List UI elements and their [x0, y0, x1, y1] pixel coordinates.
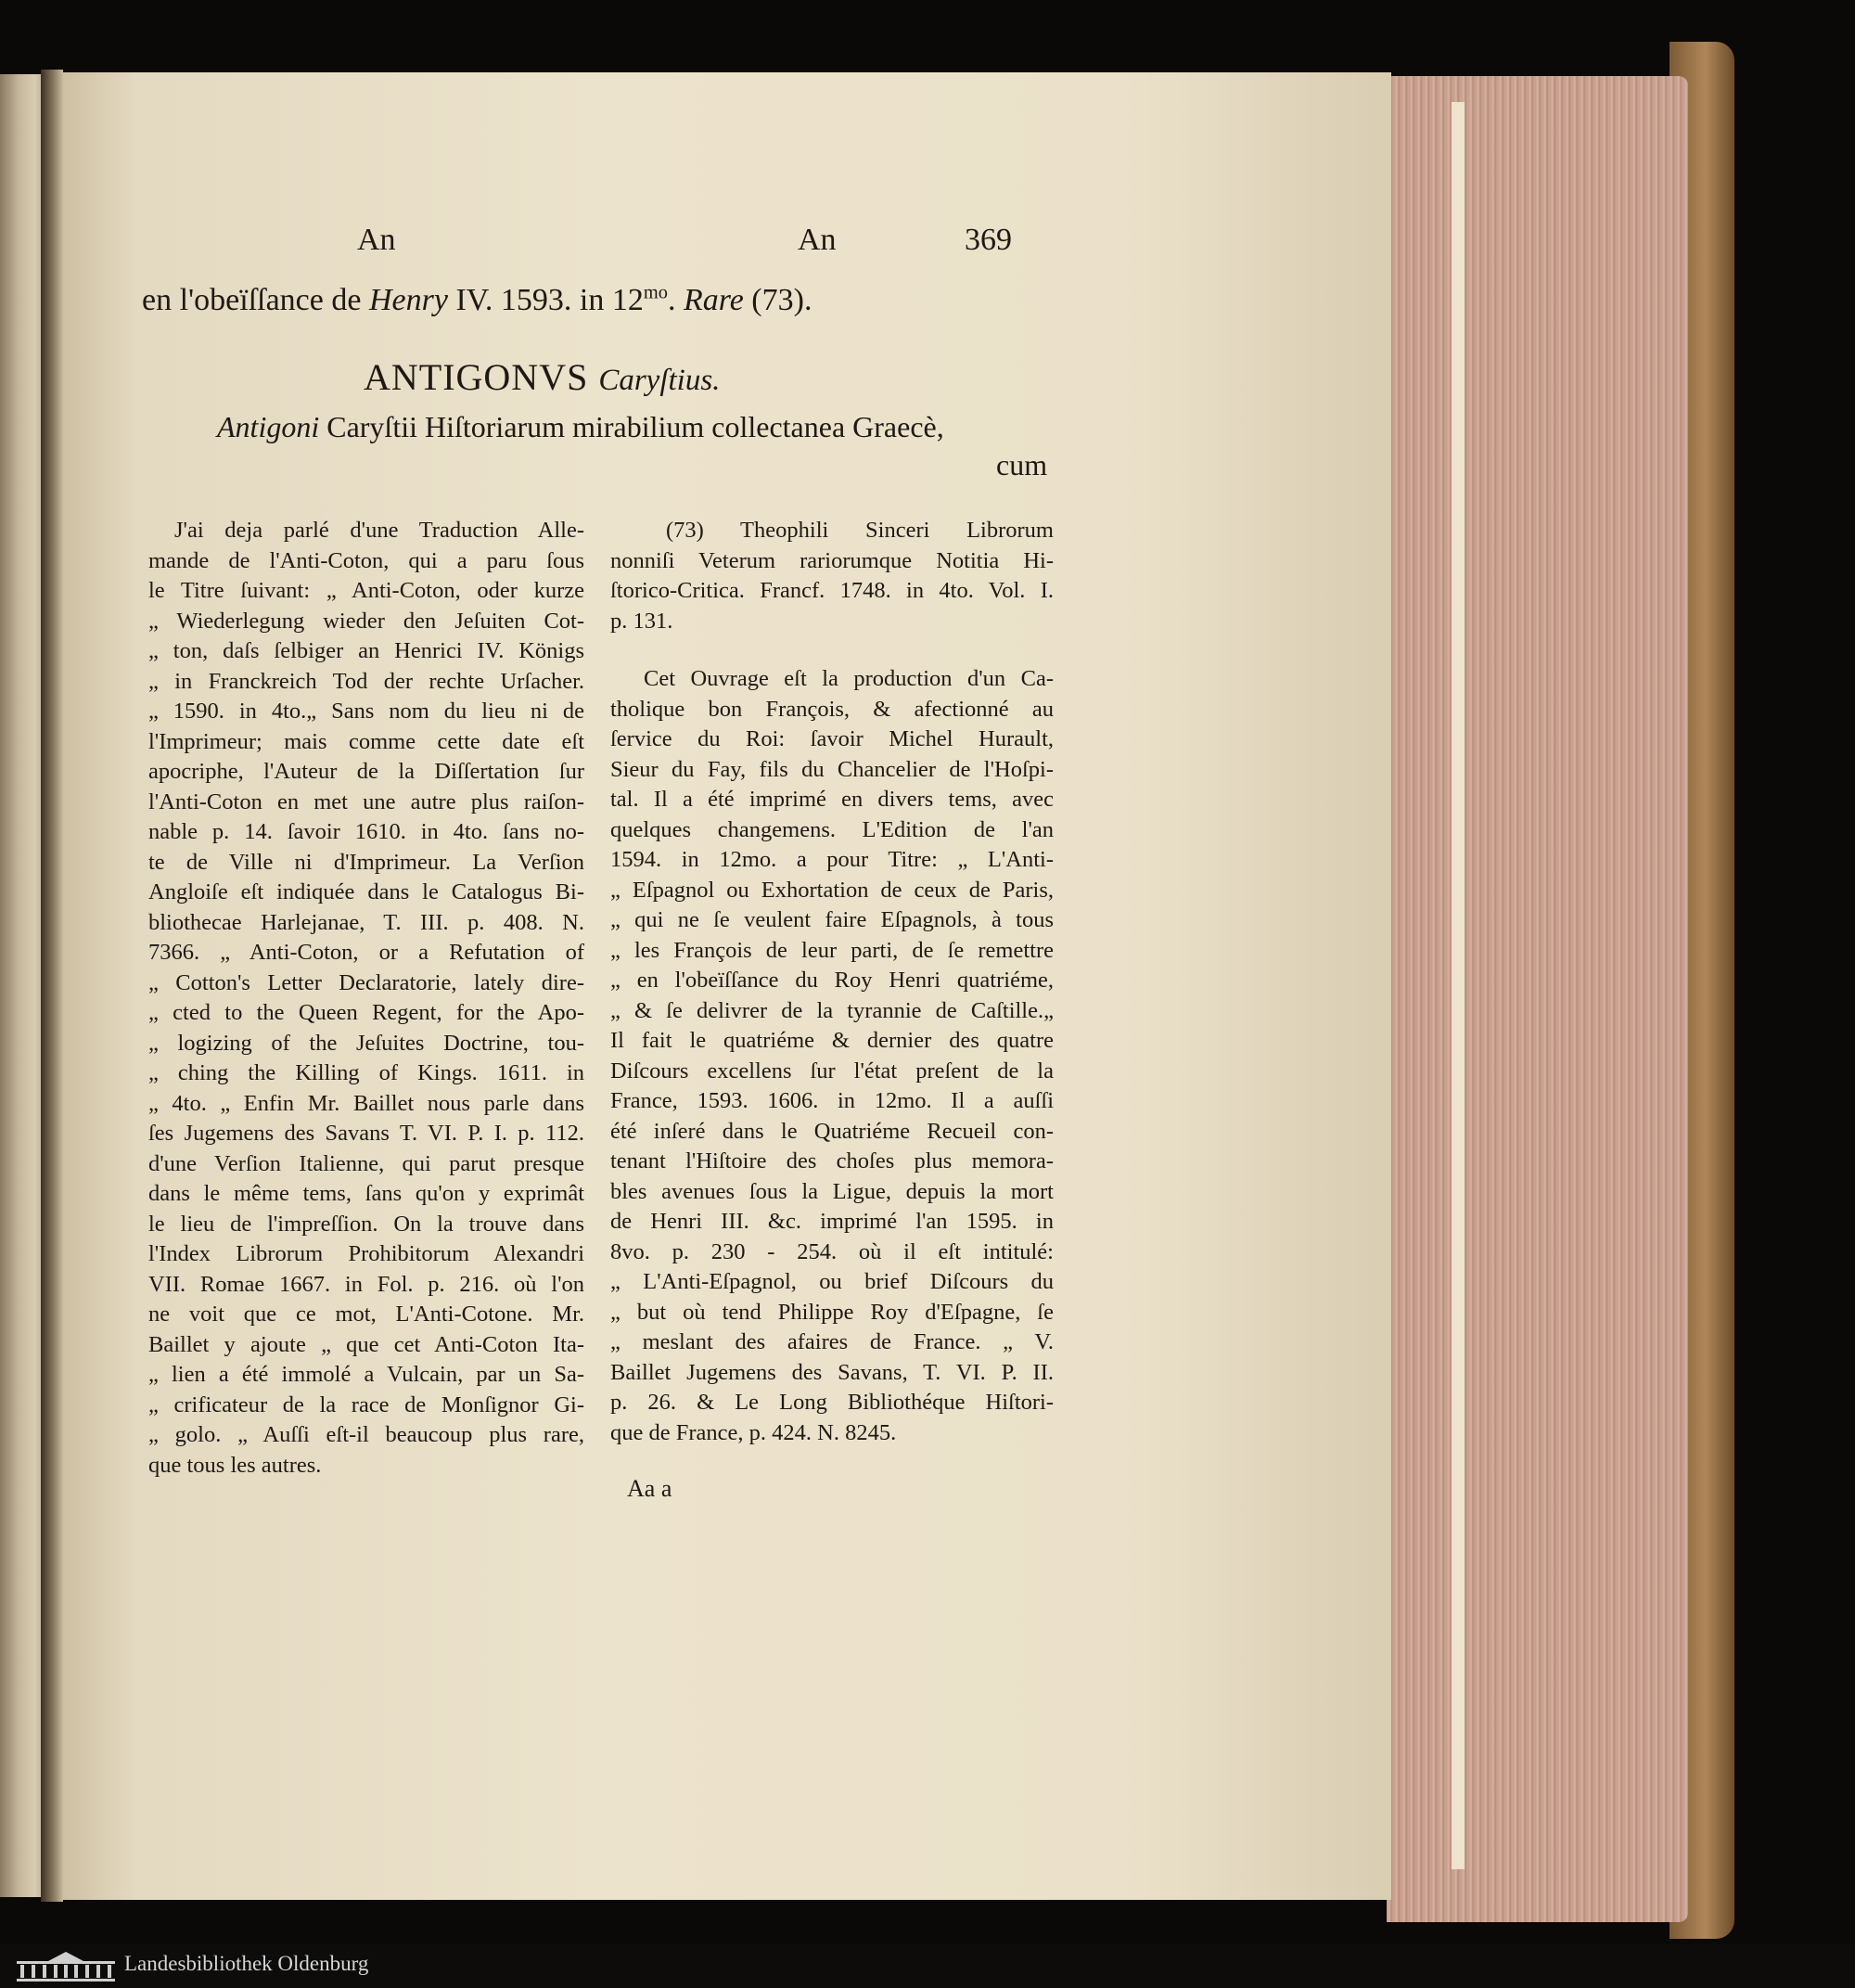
text-line: 1594. in 12mo. a pour Titre: „ L'Anti- — [610, 847, 1054, 872]
entry-subtitle — [217, 410, 944, 444]
text-line: l'Index Librorum Prohibitorum Alexandri — [148, 1241, 584, 1266]
text-line: Diſcours excellens ſur l'état preſent de la — [610, 1058, 1054, 1084]
signature-mark: Aa a — [627, 1475, 672, 1502]
continued-title-rare: Rare — [683, 283, 744, 317]
text-line: le lieu de l'impreſſion. On la trouve dans — [148, 1211, 584, 1237]
footnote-line: (73) Theophili Sinceri Librorum — [666, 518, 1054, 543]
text-line: l'Anti-Coton en met une autre plus raiſon- — [148, 789, 584, 814]
text-line: le Titre ſuivant: „ Anti-Coton, oder kurze — [148, 578, 584, 603]
text-line: tal. Il a été imprimé en divers tems, avec — [610, 787, 1054, 812]
continued-title-part: IV. 1593. in 12 — [447, 283, 644, 317]
text-line: bliothecae Harlejanae, T. III. p. 408. N. — [148, 909, 584, 935]
entry-subtitle-text: Caryſtii Hiſtoriarum mirabilium collectanea Graecè, — [319, 410, 944, 443]
text-line: „ L'Anti-Eſpagnol, ou brief Diſcours du — [610, 1269, 1054, 1294]
text-line: Angloiſe eſt indiquée dans le Catalogus Bi- — [148, 879, 584, 904]
footer-bar — [0, 1944, 1855, 1988]
text-line: ne voit que ce mot, L'Anti-Cotone. Mr. — [148, 1302, 584, 1327]
text-line: Baillet Jugemens des Savans, T. VI. P. II. — [610, 1359, 1054, 1385]
text-line: été inſeré dans le Quatriéme Recueil con- — [610, 1118, 1054, 1144]
text-line: Sieur du Fay, fils du Chancelier de l'Hoſpi- — [610, 756, 1054, 782]
running-head-center: An — [798, 223, 837, 257]
text-line: te de Ville ni d'Imprimeur. La Verſion — [148, 849, 584, 875]
page-edge-highlight — [1452, 102, 1465, 1869]
text-line: „ meslant des afaires de France. „ V. — [610, 1329, 1054, 1354]
text-line: „ logizing of the Jeſuites Doctrine, tou- — [148, 1030, 584, 1056]
text-line: d'une Verſion Italienne, qui parut presque — [148, 1150, 584, 1176]
entry-title-epithet: Caryſtius. — [598, 364, 721, 397]
text-line: apocriphe, l'Auteur de la Diſſertation ſur — [148, 759, 584, 784]
text-line: 8vo. p. 230 - 254. où il eſt intitulé: — [610, 1238, 1054, 1264]
text-line: VII. Romae 1667. in Fol. p. 216. où l'on — [148, 1271, 584, 1297]
continued-title-name: Henry — [368, 283, 448, 317]
book-gutter — [41, 70, 63, 1902]
text-line: J'ai deja parlé d'une Traduction Alle- — [174, 518, 584, 543]
text-line: mande de l'Anti-Coton, qui a paru ſous — [148, 547, 584, 573]
text-line: „ golo. „ Auſſi eſt-il beaucoup plus rare, — [148, 1422, 584, 1447]
continued-title-line — [142, 283, 812, 318]
footnote-line: ſtorico-Critica. Francf. 1748. in 4to. Vol. I. — [610, 578, 1054, 603]
text-line: de Henri III. &c. imprimé l'an 1595. in — [610, 1209, 1054, 1234]
continued-title-part: en l'obeïſſance de — [142, 283, 369, 317]
page-number: 369 — [965, 223, 1012, 257]
footnote-73 — [610, 516, 1054, 636]
text-line: „ qui ne ſe veulent faire Eſpagnols, à tous — [610, 907, 1054, 932]
text-line: „ & ſe delivrer de la tyrannie de Caſtille.„ — [610, 997, 1054, 1023]
text-line: „ ching the Killing of Kings. 1611. in — [148, 1060, 584, 1085]
continued-title-sup: mo — [643, 282, 668, 303]
text-line: l'Imprimeur; mais comme cette date eſt — [148, 728, 584, 754]
text-line: tenant l'Hiſtoire des choſes plus memora- — [610, 1148, 1054, 1174]
text-line: „ les François de leur parti, de ſe remettre — [610, 937, 1054, 963]
text-line: „ en l'obeïſſance du Roy Henri quatriéme, — [610, 968, 1054, 993]
text-line: ſervice du Roi: ſavoir Michel Hurault, — [610, 726, 1054, 751]
text-line: „ Eſpagnol ou Exhortation de ceux de Paris, — [610, 877, 1054, 903]
text-line: „ ton, daſs ſelbiger an Henrici IV. Königs — [148, 638, 584, 663]
continued-title-note-ref: (73). — [743, 283, 812, 317]
text-line: Baillet y ajoute „ que cet Anti-Coton Ita- — [148, 1331, 584, 1357]
catchword: cum — [996, 448, 1048, 481]
text-line: que de France, p. 424. N. 8245. — [610, 1419, 897, 1445]
text-line: „ in Franckreich Tod der rechte Urſacher. — [148, 668, 584, 694]
entry-title-name: ANTIGONVS — [364, 356, 599, 398]
text-line: ſes Jugemens des Savans T. VI. P. I. p. 112. — [148, 1121, 584, 1146]
text-line: „ crificateur de la race de Monſignor Gi- — [148, 1392, 584, 1417]
text-line: „ cted to the Queen Regent, for the Apo- — [148, 1000, 584, 1025]
footnote-line: nonniſi Veterum rariorumque Notitia Hi- — [610, 547, 1054, 573]
text-line: nable p. 14. ſavoir 1610. in 4to. ſans no- — [148, 819, 584, 844]
entry-title — [364, 355, 720, 399]
text-line: „ 1590. in 4to.„ Sans nom du lieu ni de — [148, 699, 584, 724]
text-line: „ Cotton's Letter Declaratorie, lately dire- — [148, 969, 584, 995]
text-line: France, 1593. 1606. in 12mo. Il a auſſi — [610, 1088, 1054, 1113]
left-page-edge — [0, 74, 46, 1897]
right-column — [610, 516, 1054, 1448]
page-block-edge — [1387, 76, 1688, 1922]
text-line: „ lien a été immolé a Vulcain, par un Sa- — [148, 1362, 584, 1387]
continued-title-part: . — [667, 283, 684, 317]
text-line: „ Wiederlegung wieder den Jeſuiten Cot- — [148, 608, 584, 634]
footnote-line: p. 131. — [610, 608, 673, 634]
text-line: bles avenues ſous la Ligue, depuis la mort — [610, 1178, 1054, 1204]
text-line: Il fait le quatriéme & dernier des quatre — [610, 1028, 1054, 1053]
running-head-left: An — [357, 223, 396, 257]
text-line: que tous les autres. — [148, 1452, 322, 1478]
library-name: Landesbibliothek Oldenburg — [124, 1952, 369, 1975]
text-line: 7366. „ Anti-Coton, or a Refutation of — [148, 940, 584, 965]
text-line: tholique bon François, & afectionné au — [610, 696, 1054, 722]
left-column — [148, 516, 584, 1481]
text-line: p. 26. & Le Long Bibliothéque Hiſtori- — [610, 1390, 1054, 1415]
text-line: „ 4to. „ Enfin Mr. Baillet nous parle dans — [148, 1090, 584, 1116]
text-line: „ but où tend Philippe Roy d'Eſpagne, ſe — [610, 1299, 1054, 1325]
library-building-icon — [11, 1950, 121, 1983]
text-line: Cet Ouvrage eſt la production d'un Ca- — [644, 666, 1054, 691]
entry-subtitle-author: Antigoni — [217, 410, 320, 443]
text-line: quelques changemens. L'Edition de l'an — [610, 816, 1054, 842]
text-line: dans le même tems, ſans qu'on y exprimât — [148, 1181, 584, 1206]
